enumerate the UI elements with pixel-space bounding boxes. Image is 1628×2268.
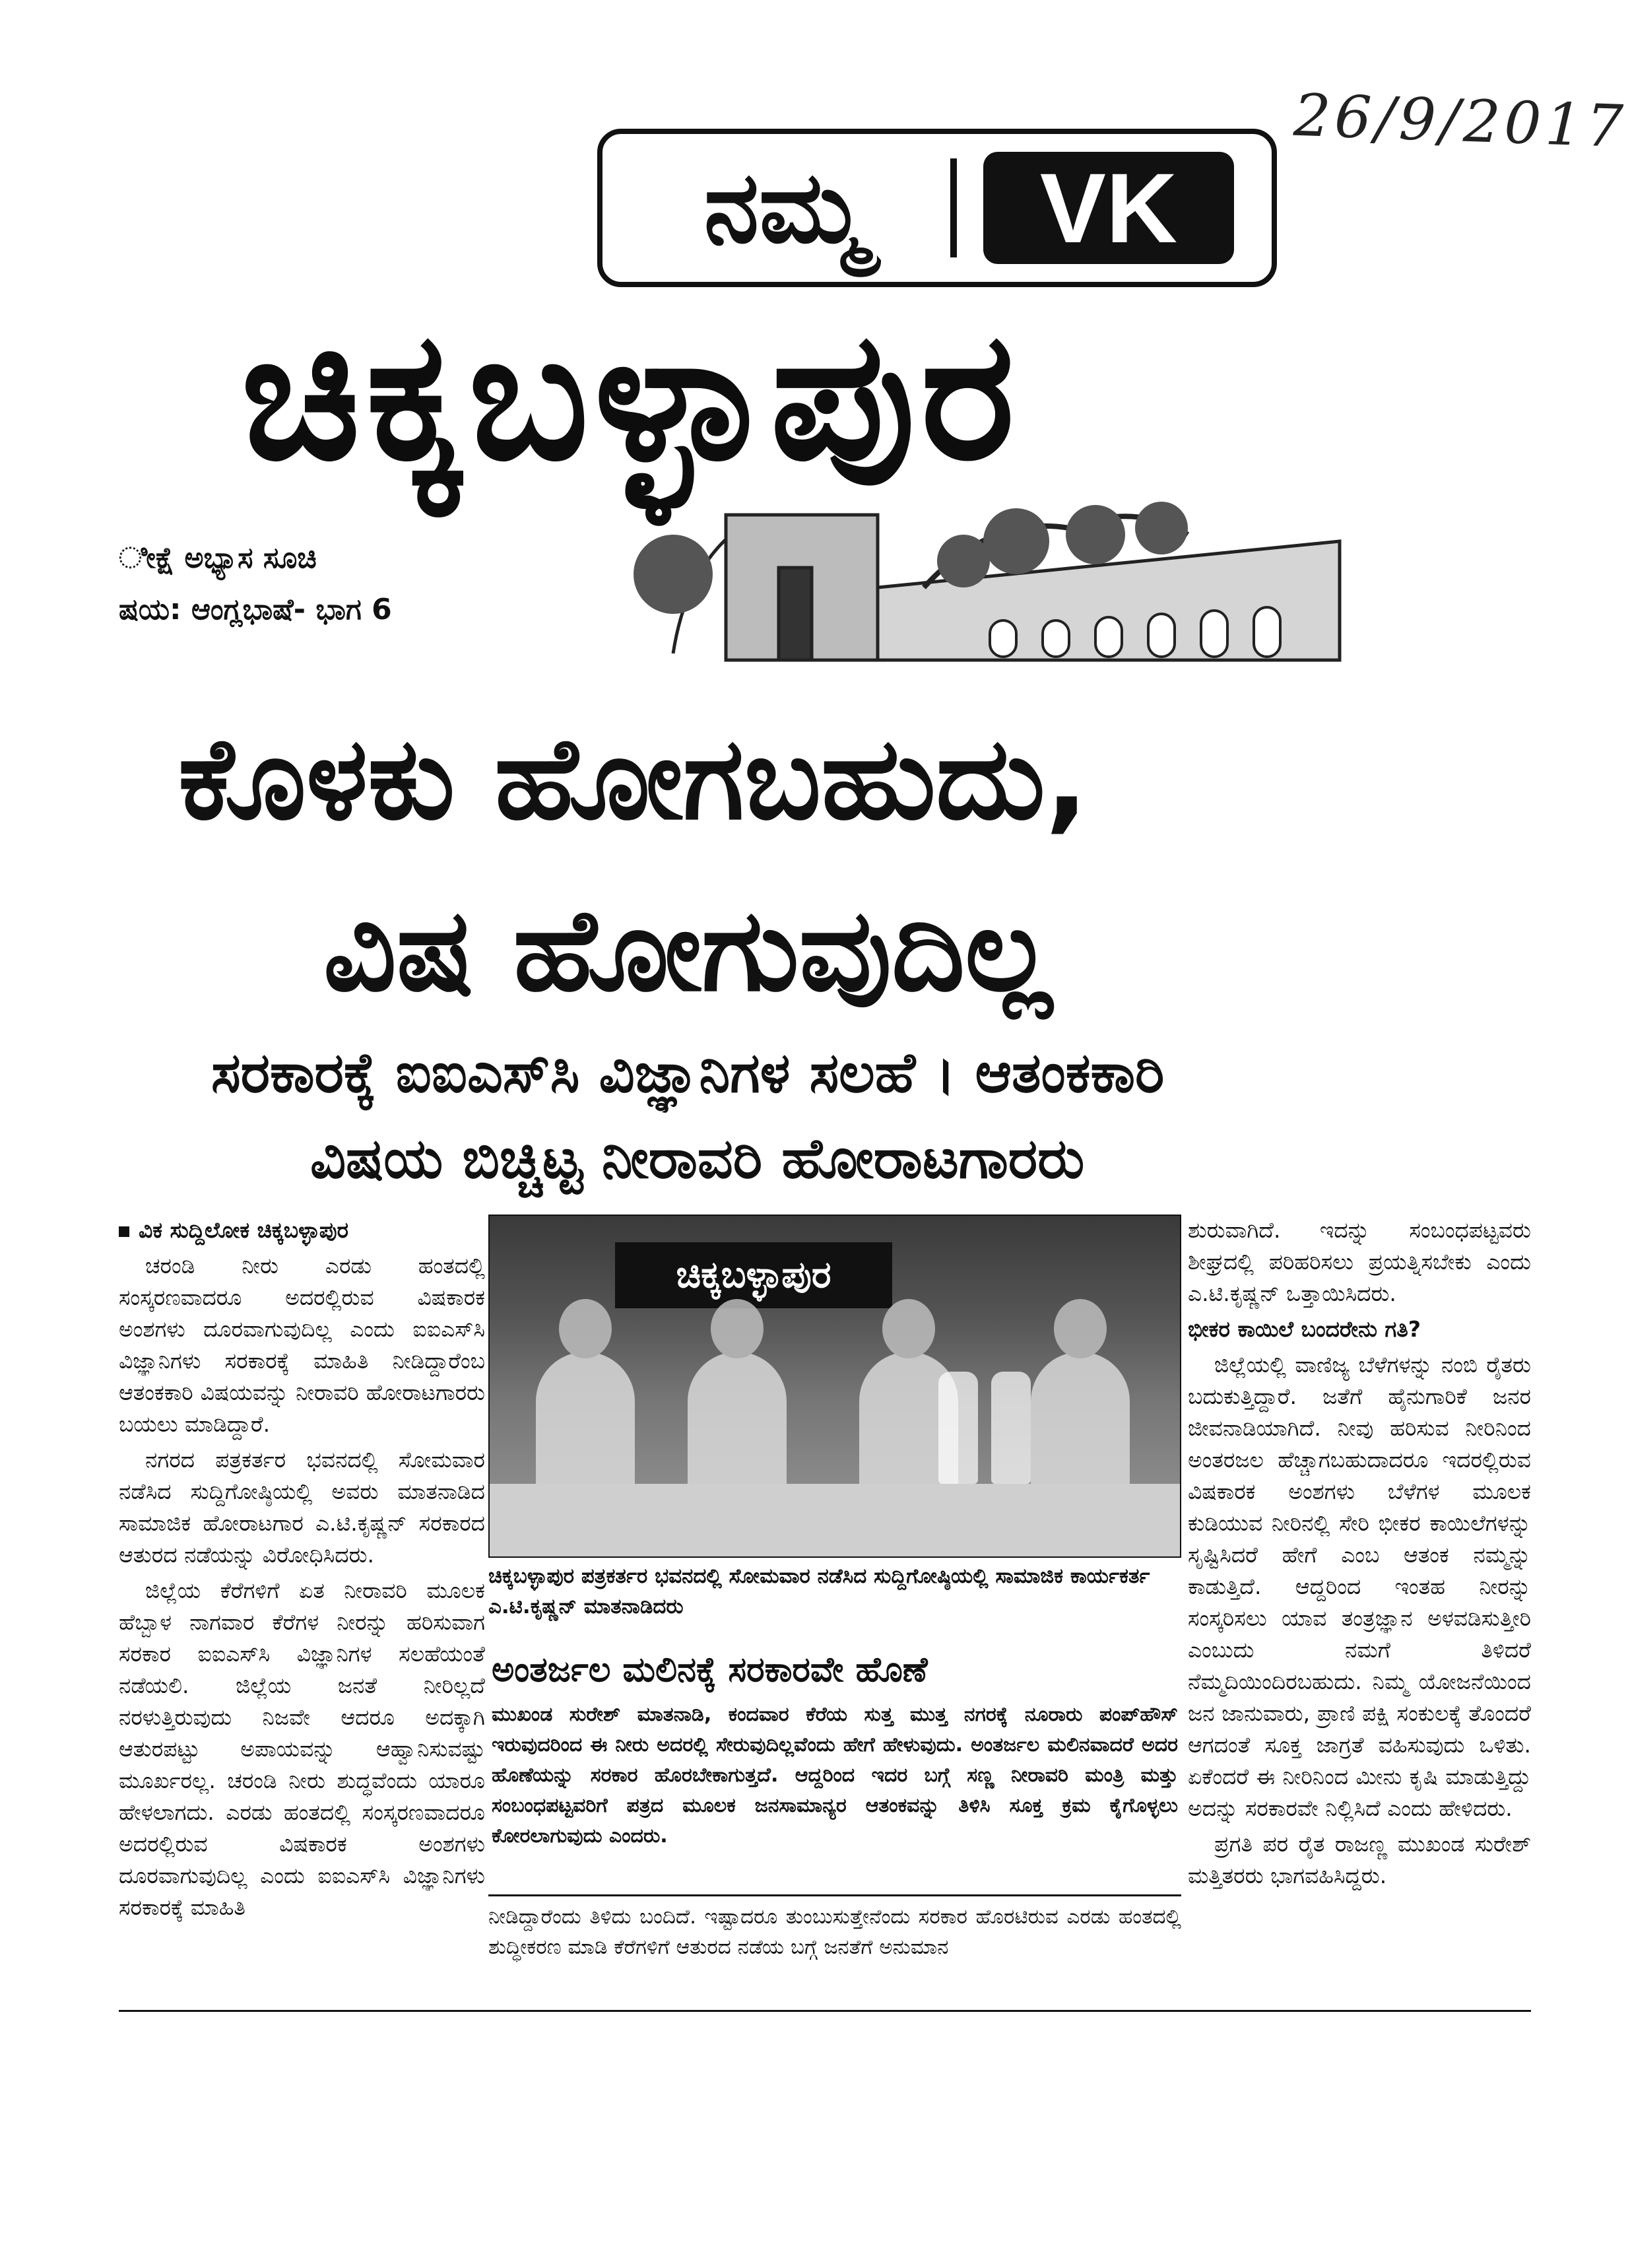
right-subheading: ಭೀಕರ ಕಾಯಿಲೆ ಬಂದರೇನು ಗತಿ?: [1188, 1316, 1421, 1342]
subheadline-line: ಸರಕಾರಕ್ಕೆ ಐಐಎಸ್‌ಸಿ ವಿಜ್ಞಾನಿಗಳ ಸಲಹೆ । ಆತಂಕಕಾರಿ: [211, 1040, 1165, 1105]
bottle-icon: [938, 1372, 978, 1484]
footer-rule: [119, 2010, 1531, 2012]
table: [490, 1484, 1180, 1556]
article-paragraph: ನಗರದ ಪತ್ರಕರ್ತರ ಭವನದಲ್ಲಿ ಸೋಮವಾರ ನಡೆಸಿದ ಸುದ್ದಿಗೋಷ್ಠಿಯಲ್ಲಿ ಅವರು ಮಾತನಾಡಿದ ಸಾಮಾಜಿಕ ಹೋರಾಟಗಾರ ಎ.ಟಿ.ಕೃಷ್ಣನ್ ಸರಕಾರದ ಆತುರದ ನಡೆಯನ್ನು ವಿರೋಧಿಸಿದರು.: [119, 1447, 485, 1568]
article-paragraph: ಚರಂಡಿ ನೀರು ಎರಡು ಹಂತದಲ್ಲಿ ಸಂಸ್ಕರಣವಾದರೂ ಅದರಲ್ಲಿರುವ ವಿಷಕಾರಕ ಅಂಶಗಳು ದೂರವಾಗುವುದಿಲ್ಲ ಎಂದು ಐಐಎಸ್‌ಸಿ ವಿಜ್ಞಾನಿಗಳು ಸರಕಾರಕ್ಕೆ ಮಾಹಿತಿ ನೀಡಿದ್ದಾರೆಂಬ ಆತಂಕಕಾರಿ ವಿಷಯವನ್ನು ನೀರಾವರಿ ಹೋರಾಟಗಾರರು ಬಯಲು ಮಾಡಿದ್ದಾರೆ.: [119, 1253, 485, 1437]
article-paragraph: ಜಿಲ್ಲೆಯಲ್ಲಿ ವಾಣಿಜ್ಯ ಬೆಳೆಗಳನ್ನು ನಂಬಿ ರೈತರು ಬದುಕುತ್ತಿದ್ದಾರೆ. ಜತೆಗೆ ಹೈನುಗಾರಿಕೆ ಜನರ ಜೀವನಾಡಿಯಾಗಿದೆ. ನೀವು ಹರಿಸುವ ನೀರಿನಿಂದ ಅಂತರಜಲ ಹೆಚ್ಚಾಗಬಹುದಾದರೂ ಇದರಲ್ಲಿರುವ ವಿಷಕಾರಕ ಅಂಶಗಳು ಬೆಳೆಗಳ ಮೂಲಕ ಕುಡಿಯುವ ನೀರಿನಲ್ಲಿ ಸೇರಿ ಭೀಕರ ಕಾಯಿಲೆಗಳನ್ನು ಸೃಷ್ಟಿಸಿದರೆ ಹೇಗೆ ಎಂಬ ಆತಂಕ ನಮ್ಮನ್ನು ಕಾಡುತ್ತಿದೆ. ಆದ್ದರಿಂದ ಇಂತಹ ನೀರನ್ನು ಸಂಸ್ಕರಿಸಲು ಯಾವ ತಂತ್ರಜ್ಞಾನ ಅಳವಡಿಸುತ್ತೀರಿ ಎಂಬುದು ನಮಗೆ ತಿಳಿದರೆ ನೆಮ್ಮದಿಯಿಂದಿರಬಹುದು. ನಿಮ್ಮ ಯೋಜನೆಯಿಂದ ಜನ ಜಾನುವಾರು, ಪ್ರಾಣಿ ಪಕ್ಷಿ ಸಂಕುಲಕ್ಕೆ ತೊಂದರೆ ಆಗದಂತೆ ಸೂಕ್ತ ಜಾಗ್ರತೆ ವಹಿಸುವುದು ಒಳಿತು. ಏಕೆಂದರೆ ಈ ನೀರಿನಿಂದ ಮೀನು ಕೃಷಿ ಮಾಡುತ್ತಿದ್ದು ಅದನ್ನು ಸರಕಾರವೇ ನಿಲ್ಲಿಸಿದೆ ಎಂದು ಹೇಳಿದರು.: [1188, 1352, 1531, 1821]
masthead-divider: [950, 158, 957, 257]
photo-banner-sign: ಚಿಕ್ಕಬಳ್ಳಾಪುರ: [615, 1242, 892, 1308]
bottle-icon: [991, 1372, 1031, 1484]
masthead-vk-logo: VK: [983, 152, 1234, 264]
handwritten-date: 26/9/2017: [1292, 81, 1628, 161]
ad-strip-line: ೀಕ್ಷೆ ಅಭ್ಯಾಸ ಸೂಚಿ: [119, 541, 317, 575]
dateline: [119, 1215, 485, 1246]
photo-caption: ಚಿಕ್ಕಬಳ್ಳಾಪುರ ಪತ್ರಕರ್ತರ ಭವನದಲ್ಲಿ ಸೋಮವಾರ ನಡೆಸಿದ ಸುದ್ದಿಗೋಷ್ಠಿಯಲ್ಲಿ ಸಾಮಾಜಿಕ ಕಾರ್ಯಕರ್ತ ಎ.ಟಿ.ಕೃಷ್ಣನ್ ಮಾತನಾಡಿದರು: [488, 1564, 1150, 1618]
center-bottom-text: ನೀಡಿದ್ದಾರೆಂದು ತಿಳಿದು ಬಂದಿದೆ. ಇಷ್ಟಾದರೂ ತುಂಬುಸುತ್ತೇನೆಂದು ಸರಕಾರ ಹೊರಟಿರುವ ಎರಡು ಹಂತದಲ್ಲಿ ಶುದ್ಧೀಕರಣ ಮಾಡಿ ಕೆರೆಗಳಿಗೆ ಆತುರದ ನಡೆಯ ಬಗ್ಗೆ ಜನತೆಗೆ ಅನುಮಾನ: [488, 1894, 1181, 1962]
headline-line: ವಿಷ ಹೋಗುವುದಿಲ್ಲ: [323, 884, 1053, 1017]
bullet-square-icon: [119, 1226, 129, 1237]
article-paragraph: ಪ್ರಗತಿ ಪರ ರೈತ ರಾಜಣ್ಣ ಮುಖಂಡ ಸುರೇಶ್ ಮತ್ತಿತರರು ಭಾಗವಹಿಸಿದ್ದರು.: [1188, 1831, 1531, 1888]
article-paragraph: ಜಿಲ್ಲೆಯ ಕೆರೆಗಳಿಗೆ ಏತ ನೀರಾವರಿ ಮೂಲಕ ಹೆಬ್ಬಾಳ ನಾಗವಾರ ಕೆರೆಗಳ ನೀರನ್ನು ಹರಿಸುವಾಗ ಸರಕಾರ ಐಐಎಸ್‌ಸಿ ವಿಜ್ಞಾನಿಗಳ ಸಲಹೆಯಂತೆ ನಡೆಯಲಿ. ಜಿಲ್ಲೆಯ ಜನತೆ ನೀರಿಲ್ಲದೆ ನರಳುತ್ತಿರುವುದು ನಿಜವೇ ಆದರೂ ಅದಕ್ಕಾಗಿ ಆತುರಪಟ್ಟು ಅಪಾಯವನ್ನು ಆಹ್ವಾನಿಸುವಷ್ಟು ಮೂರ್ಖರಲ್ಲ. ಚರಂಡಿ ನೀರು ಶುದ್ಧವೆಂದು ಯಾರೂ ಹೇಳಲಾಗದು. ಎರಡು ಹಂತದಲ್ಲಿ ಸಂಸ್ಕರಣವಾದರೂ ಅದರಲ್ಲಿರುವ ವಿಷಕಾರಕ ಅಂಶಗಳು ದೂರವಾಗುವುದಿಲ್ಲ ಎಂದು ಐಐಎಸ್‌ಸಿ ವಿಜ್ಞಾನಿಗಳು ಸರಕಾರಕ್ಕೆ ಮಾಹಿತಿ: [119, 1578, 485, 1920]
article-paragraph: ಶುರುವಾಗಿದೆ. ಇದನ್ನು ಸಂಬಂಧಪಟ್ಟವರು ಶೀಘ್ರದಲ್ಲಿ ಪರಿಹರಿಸಲು ಪ್ರಯತ್ನಿಸಬೇಕು ಎಂದು ಎ.ಟಿ.ಕೃಷ್ಣನ್ ಒತ್ತಾಯಿಸಿದರು.: [1188, 1217, 1531, 1306]
dateline-text: ವಿಕ ಸುದ್ದಿಲೋಕ ಚಿಕ್ಕಬಳ್ಳಾಪುರ: [139, 1217, 349, 1243]
city-banner-title: ಚಿಕ್ಕಬಳ್ಳಾಪುರ: [241, 292, 1020, 500]
box-body: ಮುಖಂಡ ಸುರೇಶ್ ಮಾತನಾಡಿ, ಕಂದವಾರ ಕೆರೆಯ ಸುತ್ತ ಮುತ್ತ ನಗರಕ್ಕೆ ನೂರಾರು ಪಂಪ್‌ಹೌಸ್ ಇರುವುದರಿಂದ ಈ ನೀರು ಅದರಲ್ಲಿ ಸೇರುವುದಿಲ್ಲವೆಂದು ಹೇಗೆ ಹೇಳುವುದು. ಅಂತರ್ಜಲ ಮಲಿನವಾದರೆ ಅದರ ಹೊಣೆಯನ್ನು ಸರಕಾರ ಹೊರಬೇಕಾಗುತ್ತದೆ. ಆದ್ದರಿಂದ ಇದರ ಬಗ್ಗೆ ಸಣ್ಣ ನೀರಾವರಿ ಮಂತ್ರಿ ಮತ್ತು ಸಂಬಂಧಪಟ್ಟವರಿಗೆ ಪತ್ರದ ಮೂಲಕ ಜನಸಾಮಾನ್ಯರ ಆತಂಕವನ್ನು ತಿಳಿಸಿ ಸೂಕ್ತ ಕ್ರಮ ಕೈಗೊಳ್ಳಲು ಕೋರಲಾಗುವುದು ಎಂದರು.: [492, 1703, 1178, 1848]
fort-illustration: [594, 488, 1346, 667]
headline-line: ಕೊಳಕು ಹೋಗಬಹುದು,: [178, 712, 1089, 845]
news-photo: [488, 1215, 1181, 1558]
right-column: [1188, 1215, 1531, 2017]
ad-strip-line: ಷಯ: ಆಂಗ್ಲಭಾಷೆ- ಭಾಗ 6: [119, 593, 392, 626]
box-heading: ಅಂತರ್ಜಲ ಮಲಿನಕ್ಕೆ ಸರಕಾರವೇ ಹೊಣೆ: [492, 1650, 928, 1690]
left-column: [119, 1215, 485, 2003]
subheadline-line: ವಿಷಯ ಬಿಚ್ಚಿಟ್ಟ ನೀರಾವರಿ ಹೋರಾಟಗಾರರು: [310, 1126, 1085, 1191]
masthead-namma-logo: ನಮ್ಮ: [703, 150, 867, 265]
